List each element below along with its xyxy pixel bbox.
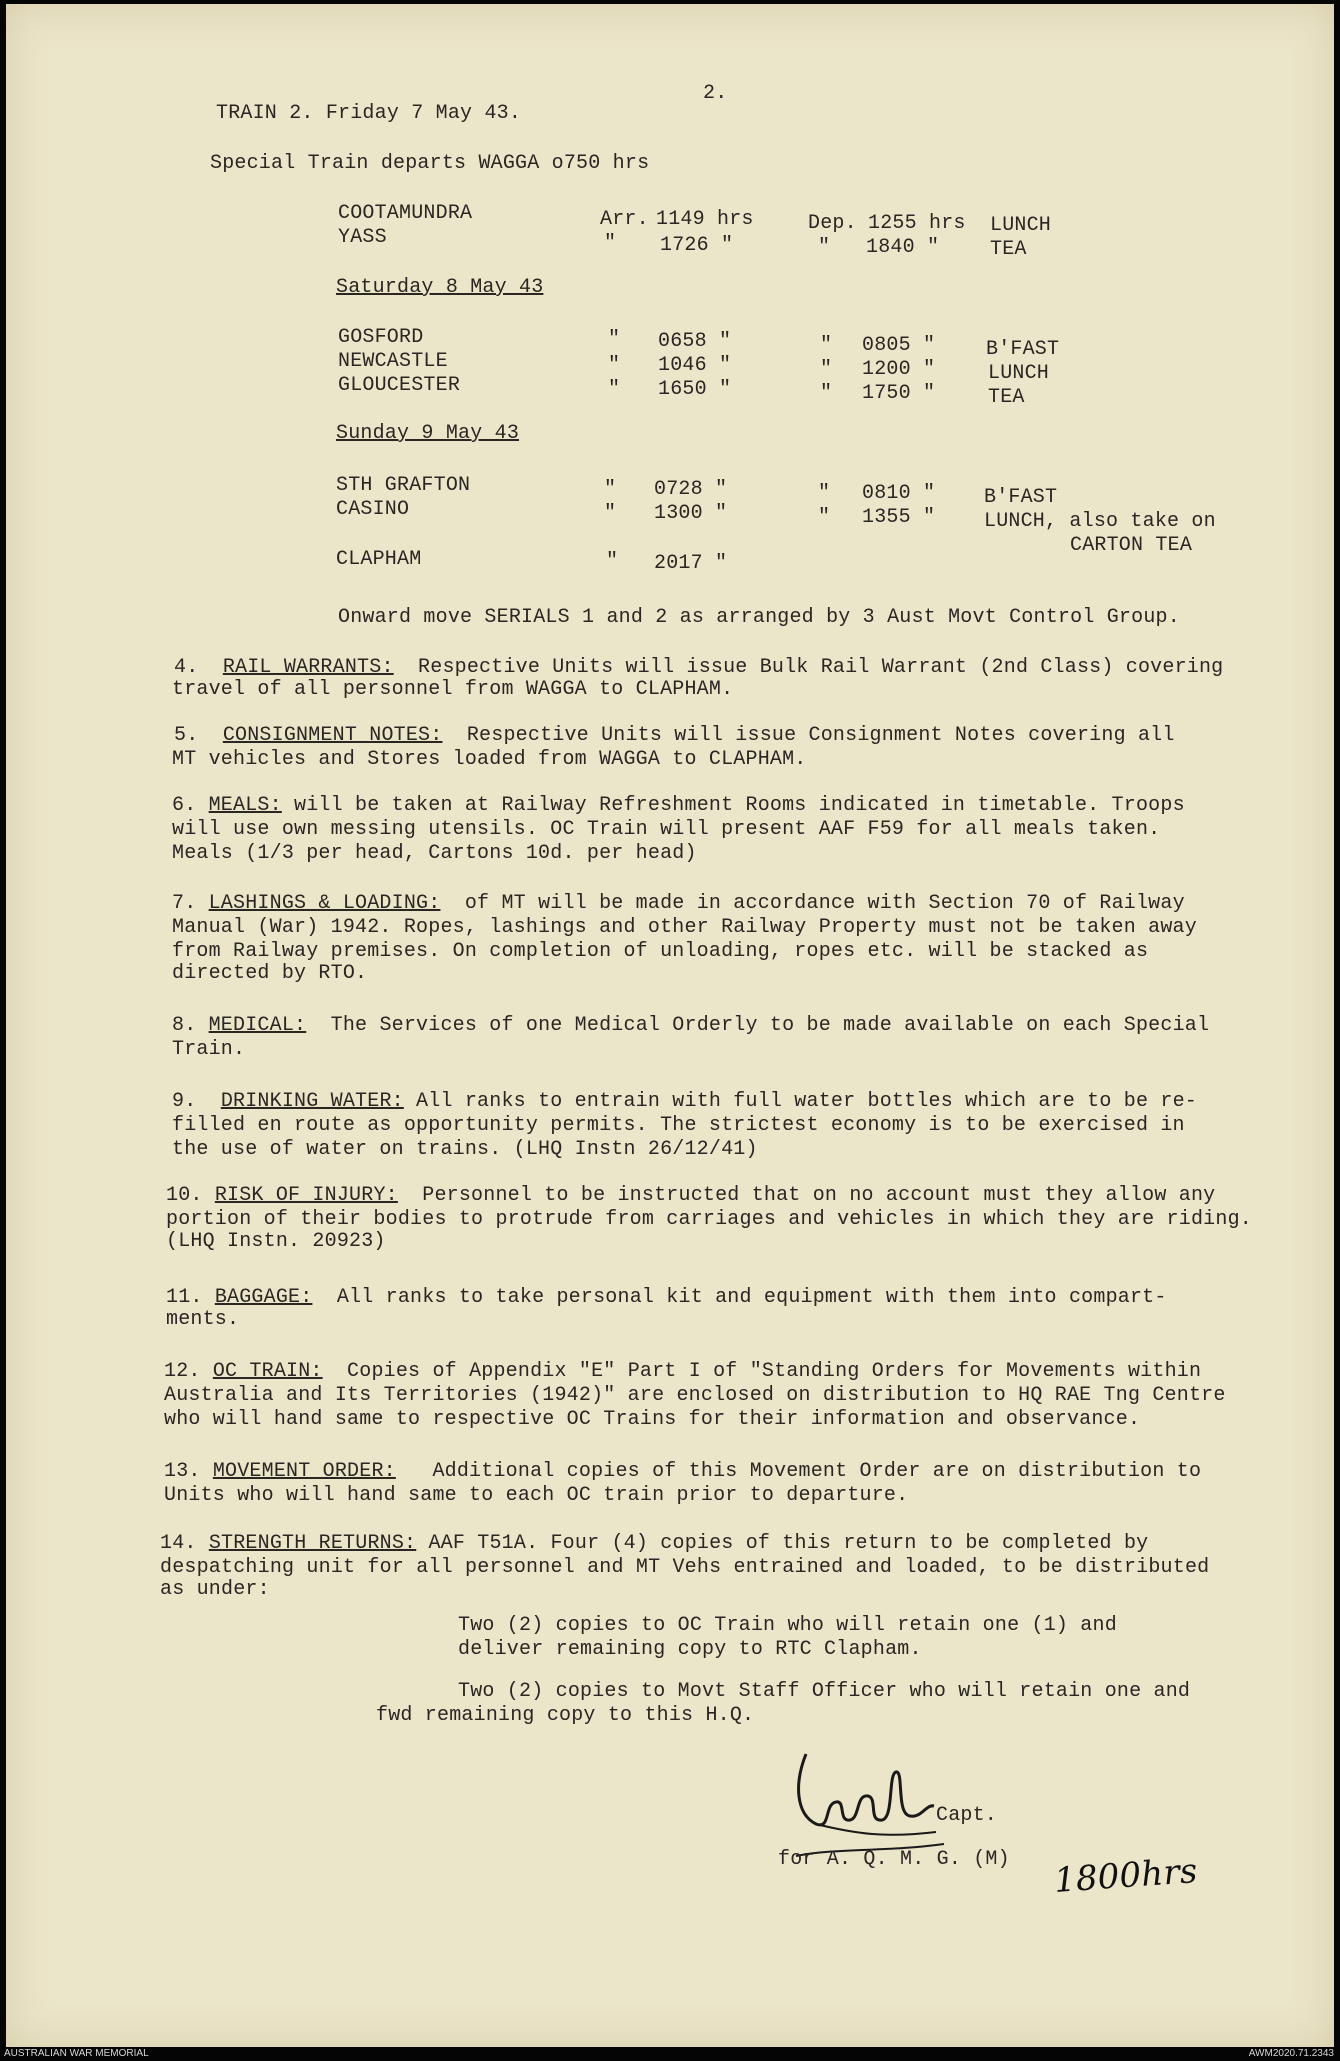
para-number: 10.	[166, 1184, 203, 1207]
para-text: the use of water on trains. (LHQ Instn 26/12/41)	[172, 1138, 758, 1161]
para-title: CONSIGNMENT NOTES:	[222, 724, 443, 747]
footer-right: AWM2020.71.2343	[1248, 2048, 1334, 2059]
dep-time: 1200 "	[862, 358, 936, 381]
arr-label: "	[608, 378, 621, 401]
para-title: BAGGAGE:	[214, 1286, 313, 1309]
para-text: Train.	[172, 1038, 246, 1061]
dep-time: 0805 "	[862, 334, 936, 357]
arr-time: 0728 "	[654, 478, 728, 501]
para-text: directed by RTO.	[172, 962, 368, 985]
dep-time: 1750 "	[862, 382, 936, 405]
meal: LUNCH	[988, 362, 1050, 385]
para-line	[172, 1014, 1209, 1038]
para-text: Units who will hand same to each OC train prior to departure.	[164, 1484, 909, 1507]
arr-time: 1726 "	[660, 234, 734, 257]
para-number: 12.	[164, 1360, 201, 1383]
meal: B'FAST	[984, 486, 1058, 509]
dep-label: "	[818, 482, 831, 505]
station: CASINO	[336, 498, 410, 521]
arr-label: "	[606, 550, 619, 573]
para-text: Copies of Appendix "E" Part I of "Standing Orders for Movements within	[347, 1360, 1202, 1383]
para-title: MEALS:	[208, 794, 282, 817]
distribution-line: deliver remaining copy to RTC Clapham.	[458, 1638, 922, 1661]
handwritten-signature	[776, 1744, 946, 1864]
para-text: as under:	[160, 1578, 270, 1601]
para-text: All ranks to take personal kit and equipment with them into compart-	[336, 1286, 1167, 1309]
para-number: 13.	[164, 1460, 201, 1483]
station: GLOUCESTER	[338, 374, 461, 397]
dep-time: 1355 "	[862, 506, 936, 529]
para-number: 5.	[174, 724, 199, 747]
distribution-line: Two (2) copies to Movt Staff Officer who will retain one and	[458, 1680, 1191, 1703]
para-number: 9.	[172, 1090, 197, 1113]
arr-label: "	[608, 328, 621, 351]
meal: B'FAST	[986, 338, 1060, 361]
day-heading: Sunday 9 May 43	[336, 422, 520, 445]
para-title: DRINKING WATER:	[220, 1090, 404, 1113]
footer-left: AUSTRALIAN WAR MEMORIAL	[4, 2048, 149, 2059]
departure-line: Special Train departs WAGGA o750 hrs	[210, 152, 650, 175]
para-title: MOVEMENT ORDER:	[212, 1460, 396, 1483]
para-text: Respective Units will issue Bulk Rail Warrant (2nd Class) covering	[418, 656, 1224, 679]
para-number: 7.	[172, 892, 197, 915]
station: CLAPHAM	[336, 548, 422, 571]
para-line	[174, 656, 1223, 680]
para-number: 8.	[172, 1014, 197, 1037]
para-line	[172, 1090, 1197, 1114]
para-line	[172, 892, 1185, 916]
arr-label: "	[604, 502, 617, 525]
para-line	[166, 1286, 1167, 1310]
para-text: from Railway premises. On completion of unloading, ropes etc. will be stacked as	[172, 940, 1149, 963]
station: NEWCASTLE	[338, 350, 448, 373]
para-text: Manual (War) 1942. Ropes, lashings and other Railway Property must not be taken away	[172, 916, 1197, 939]
para-text: Meals (1/3 per head, Cartons 10d. per head)	[172, 842, 697, 865]
para-text: Additional copies of this Movement Order are on distribution to	[432, 1460, 1202, 1483]
para-text: will use own messing utensils. OC Train will present AAF F59 for all meals taken.	[172, 818, 1161, 841]
signature-rank: Capt.	[936, 1804, 998, 1827]
para-line	[164, 1460, 1201, 1484]
para-line	[164, 1360, 1201, 1384]
meal-extra: CARTON TEA	[1070, 534, 1193, 557]
arr-label: Arr.	[600, 208, 649, 231]
para-number: 11.	[166, 1286, 203, 1309]
para-title: STRENGTH RETURNS:	[208, 1532, 417, 1555]
para-text: travel of all personnel from WAGGA to CLAPHAM.	[172, 678, 734, 701]
para-line	[160, 1532, 1148, 1556]
para-number: 6.	[172, 794, 197, 817]
distribution-line: Two (2) copies to OC Train who will retain one (1) and	[458, 1614, 1117, 1637]
meal: LUNCH	[990, 214, 1052, 237]
signature-for-line: for A. Q. M. G. (M)	[778, 1848, 1010, 1871]
arr-time: 2017 "	[654, 552, 728, 575]
arr-label: "	[604, 232, 617, 255]
dep-label: "	[820, 382, 833, 405]
para-text: who will hand same to respective OC Trains for their information and observance.	[164, 1408, 1141, 1431]
station: STH GRAFTON	[336, 474, 471, 497]
para-text: Australia and Its Territories (1942)" are enclosed on distribution to HQ RAE Tng Centre	[164, 1384, 1226, 1407]
train-heading: TRAIN 2. Friday 7 May 43.	[216, 102, 522, 125]
dep-time: 1255 hrs	[868, 212, 966, 235]
arr-time: 0658 "	[658, 330, 732, 353]
para-text: (LHQ Instn. 20923)	[166, 1230, 386, 1253]
handwritten-time: 1800hrs	[1052, 1851, 1199, 1901]
para-number: 14.	[160, 1532, 197, 1555]
para-text: of MT will be made in accordance with Section 70 of Railway	[464, 892, 1185, 915]
onward-move-line: Onward move SERIALS 1 and 2 as arranged by 3 Aust Movt Control Group.	[338, 606, 1180, 629]
para-text: Respective Units will issue Consignment Notes covering all	[466, 724, 1175, 747]
arr-time: 1300 "	[654, 502, 728, 525]
para-line	[172, 794, 1185, 818]
dep-label: "	[818, 236, 831, 259]
para-title: RAIL WARRANTS:	[222, 656, 394, 679]
meal: TEA	[988, 386, 1025, 409]
station: COOTAMUNDRA	[338, 202, 473, 225]
para-text: The Services of one Medical Orderly to be made available on each Special	[330, 1014, 1210, 1037]
para-number: 4.	[174, 656, 199, 679]
meal: LUNCH, also take on	[984, 510, 1216, 533]
para-text: All ranks to entrain with full water bottles which are to be re-	[416, 1090, 1197, 1113]
para-line	[174, 724, 1175, 748]
para-title: LASHINGS & LOADING:	[208, 892, 441, 915]
dep-label: "	[820, 358, 833, 381]
dep-label: "	[818, 506, 831, 529]
arr-label: "	[608, 354, 621, 377]
para-title: MEDICAL:	[208, 1014, 307, 1037]
para-text: filled en route as opportunity permits. The strictest economy is to be exercised in	[172, 1114, 1185, 1137]
para-title: RISK OF INJURY:	[214, 1184, 398, 1207]
para-text: despatching unit for all personnel and MT Vehs entrained and loaded, to be distributed	[160, 1556, 1210, 1579]
para-line	[166, 1184, 1215, 1208]
arr-label: "	[604, 478, 617, 501]
page-number: 2.	[703, 82, 728, 105]
dep-label: Dep.	[808, 212, 857, 235]
arr-time: 1149 hrs	[656, 208, 754, 231]
para-text: Personnel to be instructed that on no account must they allow any	[422, 1184, 1216, 1207]
station: GOSFORD	[338, 326, 424, 349]
dep-time: 0810 "	[862, 482, 936, 505]
para-title: OC TRAIN:	[212, 1360, 323, 1383]
station: YASS	[338, 226, 387, 249]
distribution-line: fwd remaining copy to this H.Q.	[376, 1704, 755, 1727]
day-heading: Saturday 8 May 43	[336, 276, 544, 299]
para-text: AAF T51A. Four (4) copies of this return to be completed by	[428, 1532, 1149, 1555]
para-text: ments.	[166, 1308, 240, 1331]
dep-label: "	[820, 334, 833, 357]
para-text: will be taken at Railway Refreshment Rooms indicated in timetable. Troops	[294, 794, 1185, 817]
document-page	[6, 4, 1334, 2047]
para-text: portion of their bodies to protrude from carriages and vehicles in which they are riding.	[166, 1208, 1252, 1231]
dep-time: 1840 "	[866, 236, 940, 259]
para-text: MT vehicles and Stores loaded from WAGGA to CLAPHAM.	[172, 748, 807, 771]
arr-time: 1650 "	[658, 378, 732, 401]
meal: TEA	[990, 238, 1027, 261]
arr-time: 1046 "	[658, 354, 732, 377]
